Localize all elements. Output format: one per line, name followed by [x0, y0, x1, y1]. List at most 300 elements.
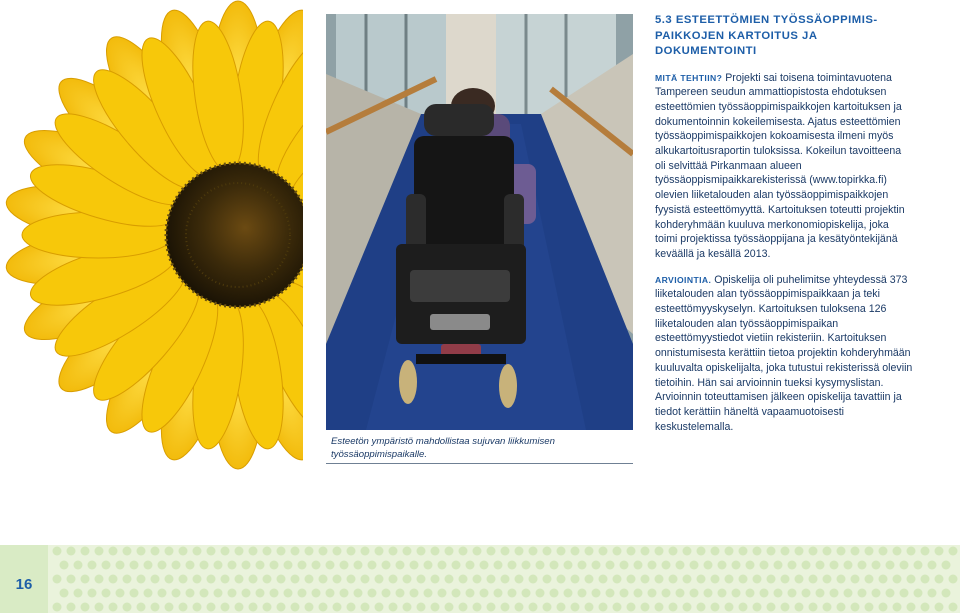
footer-dot: [921, 575, 930, 584]
footer-dot: [452, 561, 461, 570]
footer-dot: [620, 561, 629, 570]
footer-dot: [760, 561, 769, 570]
footer-dot: [858, 589, 867, 598]
footer-dot: [928, 561, 937, 570]
footer-dot: [711, 603, 720, 612]
footer-dot: [725, 547, 734, 556]
footer-dot: [865, 547, 874, 556]
footer-dot: [340, 561, 349, 570]
footer-dot: [123, 575, 132, 584]
footer-dot: [508, 561, 517, 570]
footer-dot: [592, 561, 601, 570]
footer-dot: [249, 547, 258, 556]
footer-dot: [494, 589, 503, 598]
footer-dot: [823, 603, 832, 612]
footer-dot: [711, 547, 720, 556]
footer-dot: [144, 561, 153, 570]
caption-divider: [326, 463, 633, 464]
footer-dot: [578, 589, 587, 598]
footer-dot: [809, 575, 818, 584]
footer-dot: [515, 547, 524, 556]
footer-dot: [879, 575, 888, 584]
footer-dot: [81, 547, 90, 556]
footer-dot: [354, 589, 363, 598]
footer-dot: [788, 561, 797, 570]
footer-dot: [375, 547, 384, 556]
paragraph-evaluation: [655, 273, 913, 435]
footer-dot: [431, 547, 440, 556]
footer-dot: [382, 561, 391, 570]
footer-dot: [823, 547, 832, 556]
footer-dot: [914, 589, 923, 598]
footer-dot: [578, 561, 587, 570]
footer-dot: [949, 603, 958, 612]
section-heading: 5.3 ESTEETTÖMIEN TYÖSSÄOPPIMIS- PAIKKOJEN KARTOITUS JA DOKUMENTOINTI: [655, 14, 878, 57]
footer-dot: [109, 575, 118, 584]
footer-dot: [837, 575, 846, 584]
footer-dot: [711, 575, 720, 584]
footer-dot: [263, 603, 272, 612]
footer-dot: [662, 589, 671, 598]
footer-dot: [718, 561, 727, 570]
footer-dot: [557, 603, 566, 612]
footer-dot: [480, 589, 489, 598]
footer-dot: [627, 603, 636, 612]
footer-dot: [816, 589, 825, 598]
footer-dot: [886, 561, 895, 570]
footer-dot: [900, 589, 909, 598]
footer-dot: [368, 561, 377, 570]
footer-dot: [942, 561, 951, 570]
footer-dot: [571, 547, 580, 556]
footer-dot: [641, 575, 650, 584]
footer-dot: [319, 575, 328, 584]
footer-dot: [67, 547, 76, 556]
footer-dot: [130, 589, 139, 598]
footer-dot: [382, 589, 391, 598]
sunflower-svg: [0, 0, 303, 475]
footer-dot: [277, 547, 286, 556]
footer-dot: [893, 547, 902, 556]
footer-dot: [739, 575, 748, 584]
footer-dot: [795, 547, 804, 556]
footer-dot: [256, 561, 265, 570]
footer-dot: [88, 561, 97, 570]
footer-dot: [564, 589, 573, 598]
footer-dot: [536, 589, 545, 598]
footer-dot: [858, 561, 867, 570]
footer-dot: [60, 561, 69, 570]
footer-dot: [144, 589, 153, 598]
footer-dot: [627, 575, 636, 584]
footer-dot: [459, 575, 468, 584]
wheelchair-photo: [326, 14, 633, 430]
footer-dot: [648, 589, 657, 598]
footer-dot: [487, 575, 496, 584]
footer-dot: [480, 561, 489, 570]
footer-dot: [95, 603, 104, 612]
footer-dot: [396, 561, 405, 570]
footer-dot: [830, 561, 839, 570]
footer-dot: [872, 561, 881, 570]
footer-dot: [403, 603, 412, 612]
footer-dot: [102, 561, 111, 570]
footer-dot: [529, 603, 538, 612]
footer-dot: [270, 561, 279, 570]
footer-dot: [179, 603, 188, 612]
footer-dot: [893, 603, 902, 612]
footer-dot: [753, 603, 762, 612]
footer-dot: [291, 603, 300, 612]
footer-dot: [53, 547, 62, 556]
footer-dot: [543, 547, 552, 556]
footer-dot: [641, 603, 650, 612]
footer-dot: [501, 603, 510, 612]
footer-dot: [361, 575, 370, 584]
footer-dot: [305, 603, 314, 612]
footer-dot: [347, 603, 356, 612]
footer-dot: [438, 561, 447, 570]
footer-dot: [403, 547, 412, 556]
footer-dot: [242, 589, 251, 598]
footer-dot: [494, 561, 503, 570]
footer-dot: [424, 589, 433, 598]
footer-dot: [137, 575, 146, 584]
footer-dot: [599, 547, 608, 556]
footer-dot: [179, 575, 188, 584]
footer-dot: [137, 547, 146, 556]
footer-dot: [207, 547, 216, 556]
footer-dot: [662, 561, 671, 570]
footer-dot: [200, 589, 209, 598]
footer-dot: [389, 603, 398, 612]
footer-dot: [214, 561, 223, 570]
footer-dot: [361, 547, 370, 556]
footer-dot: [571, 575, 580, 584]
footer-dot: [774, 561, 783, 570]
footer-dot: [585, 603, 594, 612]
footer-dot: [298, 561, 307, 570]
footer-dot: [319, 603, 328, 612]
footer-dot: [228, 589, 237, 598]
footer-dot: [697, 547, 706, 556]
footer-dot: [354, 561, 363, 570]
footer-dot: [809, 603, 818, 612]
footer-dot: [648, 561, 657, 570]
photo-svg: [326, 14, 633, 430]
footer-dot: [123, 547, 132, 556]
footer-dot: [466, 589, 475, 598]
footer-dot: [774, 589, 783, 598]
footer-dot: [53, 603, 62, 612]
footer-dot: [613, 575, 622, 584]
footer-dot: [116, 561, 125, 570]
footer-dot: [508, 589, 517, 598]
footer-dot: [438, 589, 447, 598]
footer-dot: [501, 547, 510, 556]
footer-dot: [172, 589, 181, 598]
footer-dot: [746, 561, 755, 570]
footer-dot: [165, 603, 174, 612]
paragraph-label: MITÄ TEHTIIN?: [655, 72, 723, 83]
footer-dot: [193, 575, 202, 584]
footer-dot: [186, 561, 195, 570]
footer-dot: [424, 561, 433, 570]
footer-dot: [312, 561, 321, 570]
footer-dot: [396, 589, 405, 598]
footer-dot: [928, 589, 937, 598]
footer-dot: [830, 589, 839, 598]
footer-dot: [585, 575, 594, 584]
footer-dot: [102, 589, 111, 598]
paragraph-text: Opiskelija oli puhelimitse yhteydessä 373 liiketalouden alan työssäoppimispaikkaan ja teki esteettömyyskyselyn. Kartoituksen tuloksena 126 liiketalouden alan työssäoppimispaikan esteettömyystiedot vietiin rekisteriin. Kartoituksen onnistumisesta kerättiin tietoa projektin kohderyhmään kuuluvalta opiskelijalta, joka tutustui rekisterissä oleviin tietoihin. Hän sai arvioinnin tueksi kysymyslistan. Arvioinnin toteuttamisen jälkeen opiskelija tavattiin ja tiedot kerättiin häneltä vapaamuotoisesti keskustelemalla.: [655, 273, 913, 433]
footer-dot: [725, 575, 734, 584]
footer-dot: [165, 575, 174, 584]
footer-dot: [165, 547, 174, 556]
footer-dot: [942, 589, 951, 598]
footer-dot: [753, 575, 762, 584]
footer-dot: [74, 589, 83, 598]
footer-dot: [207, 603, 216, 612]
footer-dot: [802, 561, 811, 570]
footer-dot: [921, 547, 930, 556]
footer-dot: [172, 561, 181, 570]
footer-dot: [305, 575, 314, 584]
footer-dot: [795, 603, 804, 612]
paragraph-label: ARVIOINTIA.: [655, 274, 712, 285]
footer-dot: [158, 561, 167, 570]
footer-dot: [872, 589, 881, 598]
footer-dot: [753, 547, 762, 556]
footer-dot: [263, 547, 272, 556]
footer-dot: [557, 547, 566, 556]
footer-dot: [669, 547, 678, 556]
footer-dot: [935, 547, 944, 556]
footer-dot: [732, 561, 741, 570]
page-number: 16: [15, 576, 33, 593]
footer-dot: [53, 575, 62, 584]
footer-dot: [879, 603, 888, 612]
footer-dot: [606, 589, 615, 598]
footer-dot: [900, 561, 909, 570]
footer-dot: [529, 547, 538, 556]
footer-dot: [620, 589, 629, 598]
footer-dot: [746, 589, 755, 598]
page-footer: [0, 545, 960, 613]
footer-dot: [158, 589, 167, 598]
text-column: [655, 13, 913, 434]
footer-dot: [907, 603, 916, 612]
footer-dot: [466, 561, 475, 570]
footer-dot: [851, 547, 860, 556]
footer-dot: [60, 589, 69, 598]
footer-dot: [697, 575, 706, 584]
footer-dot: [732, 589, 741, 598]
footer-dot: [865, 603, 874, 612]
footer-dot: [431, 575, 440, 584]
footer-dot: [893, 575, 902, 584]
footer-dot: [67, 603, 76, 612]
footer-dot: [284, 589, 293, 598]
footer-dot: [445, 547, 454, 556]
footer-dot: [634, 589, 643, 598]
footer-dot: [74, 561, 83, 570]
footer-dot: [515, 603, 524, 612]
footer-dot: [781, 603, 790, 612]
footer-dot: [375, 603, 384, 612]
footer-dot: [186, 589, 195, 598]
footer-dot: [256, 589, 265, 598]
footer-dot: [263, 575, 272, 584]
footer-dot: [921, 603, 930, 612]
footer-dot: [823, 575, 832, 584]
footer-dot: [907, 575, 916, 584]
footer-dot: [704, 589, 713, 598]
footer-dot: [277, 603, 286, 612]
footer-dot: [844, 589, 853, 598]
footer-dot: [599, 603, 608, 612]
footer-dot: [193, 603, 202, 612]
footer-dot: [802, 589, 811, 598]
footer-dot: [739, 603, 748, 612]
footer-dot: [235, 603, 244, 612]
footer-dot: [88, 589, 97, 598]
footer-dot: [599, 575, 608, 584]
footer-dot: [473, 575, 482, 584]
footer-dot: [228, 561, 237, 570]
footer-dot: [347, 575, 356, 584]
footer-dot: [214, 589, 223, 598]
footer-dot: [298, 589, 307, 598]
footer-dot: [333, 575, 342, 584]
footer-dot: [459, 603, 468, 612]
footer-dot: [375, 575, 384, 584]
footer-dot: [459, 547, 468, 556]
footer-dot: [585, 547, 594, 556]
footer-dot: [767, 603, 776, 612]
footer-dot: [333, 547, 342, 556]
footer-dot: [361, 603, 370, 612]
footer-dot: [242, 561, 251, 570]
footer-dot: [417, 603, 426, 612]
footer-dot: [669, 603, 678, 612]
footer-dot: [522, 589, 531, 598]
footer-dot: [522, 561, 531, 570]
footer-dot: [221, 603, 230, 612]
footer-dot: [487, 603, 496, 612]
footer-dot: [403, 575, 412, 584]
footer-dot: [655, 547, 664, 556]
footer-dot: [487, 547, 496, 556]
footer-dot: [116, 589, 125, 598]
footer-dot: [235, 575, 244, 584]
footer-dot: [949, 575, 958, 584]
footer-dot: [725, 603, 734, 612]
footer-dot: [606, 561, 615, 570]
footer-dot: [193, 547, 202, 556]
footer-dot: [718, 589, 727, 598]
footer-dot: [305, 547, 314, 556]
footer-dot: [445, 575, 454, 584]
footer-dot: [669, 575, 678, 584]
sunflower-image: [0, 0, 303, 475]
footer-dot: [340, 589, 349, 598]
footer-dot: [536, 561, 545, 570]
footer-dot: [690, 589, 699, 598]
footer-dot: [326, 589, 335, 598]
footer-dot: [515, 575, 524, 584]
footer-dot: [389, 547, 398, 556]
footer-dot: [634, 561, 643, 570]
footer-dot: [886, 589, 895, 598]
footer-dot: [851, 575, 860, 584]
footer-dot: [557, 575, 566, 584]
footer-dot: [865, 575, 874, 584]
footer-dot: [333, 603, 342, 612]
footer-dot: [221, 547, 230, 556]
footer-dot: [767, 547, 776, 556]
footer-dot-pattern: [48, 545, 960, 613]
footer-dot: [529, 575, 538, 584]
footer-dot: [417, 575, 426, 584]
footer-dot: [641, 547, 650, 556]
footer-dot: [837, 547, 846, 556]
footer-dot: [809, 547, 818, 556]
paragraph-text: Projekti sai toisena toimintavuotena Tampereen seudun ammattiopistosta ehdotuksen esteettömien työssäoppimispaikkojen kartoituksen ja dokumentoinnin kokeilemisesta. Ajatus esteettömien työssäoppimispaikkojen kokoamisesta ilmeni myös alkukartoitusraportin tuloksissa. Kokeilun tavoitteena oli selvittää Pirkanmaan alueen työssäoppismipaikkarekisterissä (www.topirkka.fi) olevien liiketalouden alan työssäoppimispaikkojen fyysistä esteettömyyttä. Kartoituksen toteutti projektin kohderyhmään kuuluva merkonomiopiskelija, joka toimi projektissa työssäoppijana ja kesätyöntekijänä keväällä ja kesällä 2013.: [655, 71, 905, 260]
footer-dot: [550, 589, 559, 598]
footer-dot: [151, 575, 160, 584]
footer-dot: [151, 547, 160, 556]
footer-dot: [550, 561, 559, 570]
footer-dot: [690, 561, 699, 570]
footer-dot: [627, 547, 636, 556]
footer-dot: [109, 603, 118, 612]
footer-dot: [949, 547, 958, 556]
footer-dot: [81, 603, 90, 612]
footer-dot: [683, 547, 692, 556]
footer-dot: [151, 603, 160, 612]
footer-dot: [207, 575, 216, 584]
footer-dot: [347, 547, 356, 556]
footer-dot: [249, 603, 258, 612]
footer-dot: [291, 547, 300, 556]
footer-dot: [683, 603, 692, 612]
footer-dot: [137, 603, 146, 612]
footer-dot: [935, 603, 944, 612]
footer-dot: [914, 561, 923, 570]
footer-dot: [781, 547, 790, 556]
footer-dot: [249, 575, 258, 584]
footer-dot: [767, 575, 776, 584]
footer-dot: [431, 603, 440, 612]
footer-dot: [130, 561, 139, 570]
footer-dot: [704, 561, 713, 570]
footer-dot: [235, 547, 244, 556]
footer-dot: [473, 547, 482, 556]
footer-dot: [816, 561, 825, 570]
footer-dot: [571, 603, 580, 612]
footer-dot: [676, 589, 685, 598]
footer-dot: [81, 575, 90, 584]
footer-dot: [851, 603, 860, 612]
footer-dot: [697, 603, 706, 612]
footer-dot: [109, 547, 118, 556]
footer-dot: [410, 589, 419, 598]
footer-dot: [655, 603, 664, 612]
footer-dot: [613, 603, 622, 612]
footer-dot: [417, 547, 426, 556]
footer-dot: [221, 575, 230, 584]
